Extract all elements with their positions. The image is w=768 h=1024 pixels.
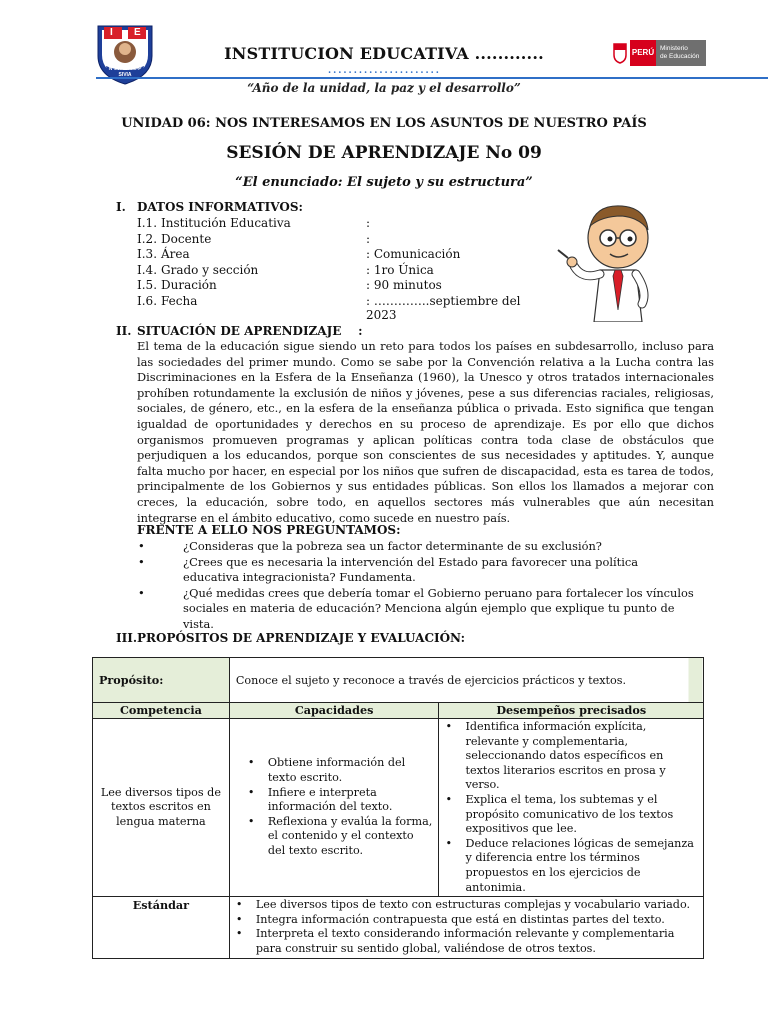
- list-item: • Interpreta el texto considerando información relevante y complementaria para construir su sentido global, valiéndose de otros textos.: [256, 927, 699, 956]
- table-row: [93, 658, 704, 703]
- header-competencia: Competencia: [93, 703, 230, 719]
- info-row-num: I.6.: [137, 293, 158, 308]
- info-row: [137, 232, 537, 248]
- list-item: • Integra información contrapuesta que está en distintas partes del texto.: [256, 913, 699, 928]
- list-item: [138, 586, 698, 633]
- session-subtitle: “El enunciado: El sujeto y su estructura”: [235, 175, 533, 190]
- ministry-logo: [612, 38, 706, 68]
- list-item: • Lee diversos tipos de texto con estructuras complejas y vocabulario variado.: [256, 898, 699, 913]
- section2-number: II.: [116, 324, 132, 338]
- info-row-value: :: [366, 216, 371, 230]
- list-item: • Obtiene información del texto escrito.: [268, 756, 433, 785]
- estandar-label: Estándar: [132, 898, 190, 913]
- estandar-label-cell: [93, 897, 230, 958]
- info-row-num: I.2.: [137, 231, 158, 246]
- info-row: [137, 263, 537, 279]
- info-row-label: Área: [161, 247, 190, 261]
- purpose-text-cell: [229, 658, 703, 703]
- info-row-label: Docente: [161, 231, 212, 246]
- purpose-table: [92, 657, 704, 959]
- info-row-num: I.5.: [137, 278, 158, 292]
- table-row: [93, 703, 704, 719]
- info-row-value: :: [366, 231, 371, 246]
- info-row: [137, 216, 537, 232]
- capacidades-cell: [229, 719, 439, 897]
- purpose-text: Conoce el sujeto y reconoce a través de ejercicios prácticos y textos.: [235, 673, 627, 687]
- logo-letter-e: E: [134, 27, 141, 38]
- questions-list: [138, 539, 698, 632]
- question-text: ¿Crees que es necesaria la intervención del Estado para favorecer una política educativa integracionista? Fundamenta.: [183, 554, 639, 584]
- info-row-value: : Comunicación: [366, 247, 461, 261]
- info-row-value: : 90 minutos: [366, 278, 442, 292]
- section3-heading: PROPÓSITOS DE APRENDIZAJE Y EVALUACIÓN:: [137, 631, 466, 645]
- ministry-name-line1: Ministerio: [660, 45, 688, 52]
- estandar-cell: [229, 897, 703, 958]
- info-row-label: Institución Educativa: [161, 216, 291, 230]
- ministry-name-line2: de Educación: [660, 53, 700, 60]
- capacidades-list: [268, 756, 433, 858]
- desempenos-cell: [439, 719, 704, 897]
- bullet-icon: •: [138, 585, 145, 600]
- ministry-name-box: [656, 40, 706, 66]
- desempenos-list: [465, 720, 699, 895]
- competencia-text: Lee diversos tipos de textos escritos en lengua materna: [100, 785, 221, 828]
- list-item: • Identifica información explícita, relevante y complementaria, seleccionando datos específicos en textos literarios escritos en prosa y verso.: [465, 720, 699, 793]
- institution-dots: ......................: [327, 62, 441, 77]
- purpose-label-cell: [93, 658, 230, 703]
- table-row: [93, 719, 704, 897]
- bullet-icon: •: [138, 539, 145, 553]
- logo-letter-i: I: [110, 27, 113, 38]
- header-desempenos: Desempeños precisados: [439, 703, 704, 719]
- header-divider: [96, 77, 768, 79]
- info-row: [137, 278, 537, 294]
- situation-paragraph: El tema de la educación sigue siendo un reto para todos los países en subdesarrollo, incluso para las sociedades del primer mundo. Como se sabe por la Convención relativa a la Lucha contra las Discriminaciones en la Esfera de la Enseñanza (1960), la Unesco y otros tratados internacionales prohíben rotundamente la exclusión de niños y jóvenes, pese a sus diferencias raciales, religiosas, sociales, de género, etc., en la esfera de la enseñanza pública o privada. Esto significa que tengan igualdad de oportunidades y derechos en su proceso de aprendizaje. Es por ello que dichos organismos promueven programas y aplican políticas contra toda clase de obstáculos que perjudiquen a los educandos, porque son conscientes de sus necesidades y aptitudes. Y, aunque falta mucho por hacer, en especial por los niños que sufren de discapacidad, esta es tarea de todos, principalmente de los Gobiernos y sus entidades públicas. Son ellos los llamados a mejorar con creces, la educación, sobre todo, en aquellos sectores más vulnerables que aún necesitan integrarse en el ámbito educativo, como sucede en nuestro país.: [137, 339, 714, 525]
- list-item: • Deduce relaciones lógicas de semejanza y diferencia entre los términos propuestos en los ejercicios de antonimia.: [465, 837, 699, 895]
- logo-place-text: SIVIA: [118, 72, 132, 78]
- list-item: • Infiere e interpreta información del texto.: [268, 786, 433, 815]
- teacher-illustration: [552, 200, 670, 322]
- list-item: [138, 555, 653, 586]
- competencia-cell: [93, 719, 230, 897]
- info-row-value: : 1ro Única: [366, 262, 434, 277]
- list-item: • Reflexiona y evalúa la forma, el contenido y el contexto del texto escrito.: [268, 815, 433, 859]
- section2-heading: SITUACIÓN DE APRENDIZAJE :: [137, 324, 363, 338]
- year-motto: “Año de la unidad, la paz y el desarrollo”: [247, 81, 521, 95]
- bullet-icon: •: [138, 554, 145, 569]
- info-table: [137, 216, 537, 322]
- table-row: [93, 897, 704, 958]
- purpose-label: Propósito:: [99, 673, 164, 687]
- list-item: [138, 539, 698, 555]
- session-title: SESIÓN DE APRENDIZAJE No 09: [226, 143, 542, 163]
- question-text: ¿Qué medidas crees que debería tomar el Gobierno peruano para fortalecer los vínculos sociales en materia de educación? Menciona algún ejemplo que explique tu punto de vista.: [183, 585, 694, 631]
- info-row: [137, 247, 537, 263]
- info-row-value: : …………..septiembre del 2023: [366, 293, 521, 322]
- unit-title: UNIDAD 06: NOS INTERESAMOS EN LOS ASUNTOS DE NUESTRO PAÍS: [121, 116, 647, 131]
- section3-number: III.: [116, 631, 138, 645]
- section1-number: I.: [116, 200, 126, 214]
- info-row-num: I.4.: [137, 262, 158, 277]
- question-text: ¿Consideras que la pobreza sea un factor determinante de su exclusión?: [183, 539, 602, 553]
- logo-code-text: N°50705/Mx-P: [108, 66, 142, 72]
- header-capacidades: Capacidades: [229, 703, 439, 719]
- ministry-country: PERÚ: [630, 40, 656, 66]
- estandar-list: [256, 898, 699, 956]
- list-item: • Explica el tema, los subtemas y el propósito comunicativo de los textos expositivos que lee.: [465, 793, 699, 837]
- info-row-label: Grado y sección: [161, 262, 259, 277]
- info-row-label: Duración: [161, 278, 217, 292]
- info-row-label: Fecha: [161, 293, 198, 308]
- info-row-num: I.3.: [137, 247, 158, 261]
- questions-heading: FRENTE A ELLO NOS PREGUNTAMOS:: [137, 523, 401, 537]
- info-row-num: I.1.: [137, 216, 158, 230]
- info-row: [137, 293, 537, 322]
- peru-shield-icon: [612, 41, 628, 65]
- section1-heading: DATOS INFORMATIVOS:: [137, 200, 303, 214]
- institution-title: INSTITUCION EDUCATIVA ............: [224, 44, 544, 63]
